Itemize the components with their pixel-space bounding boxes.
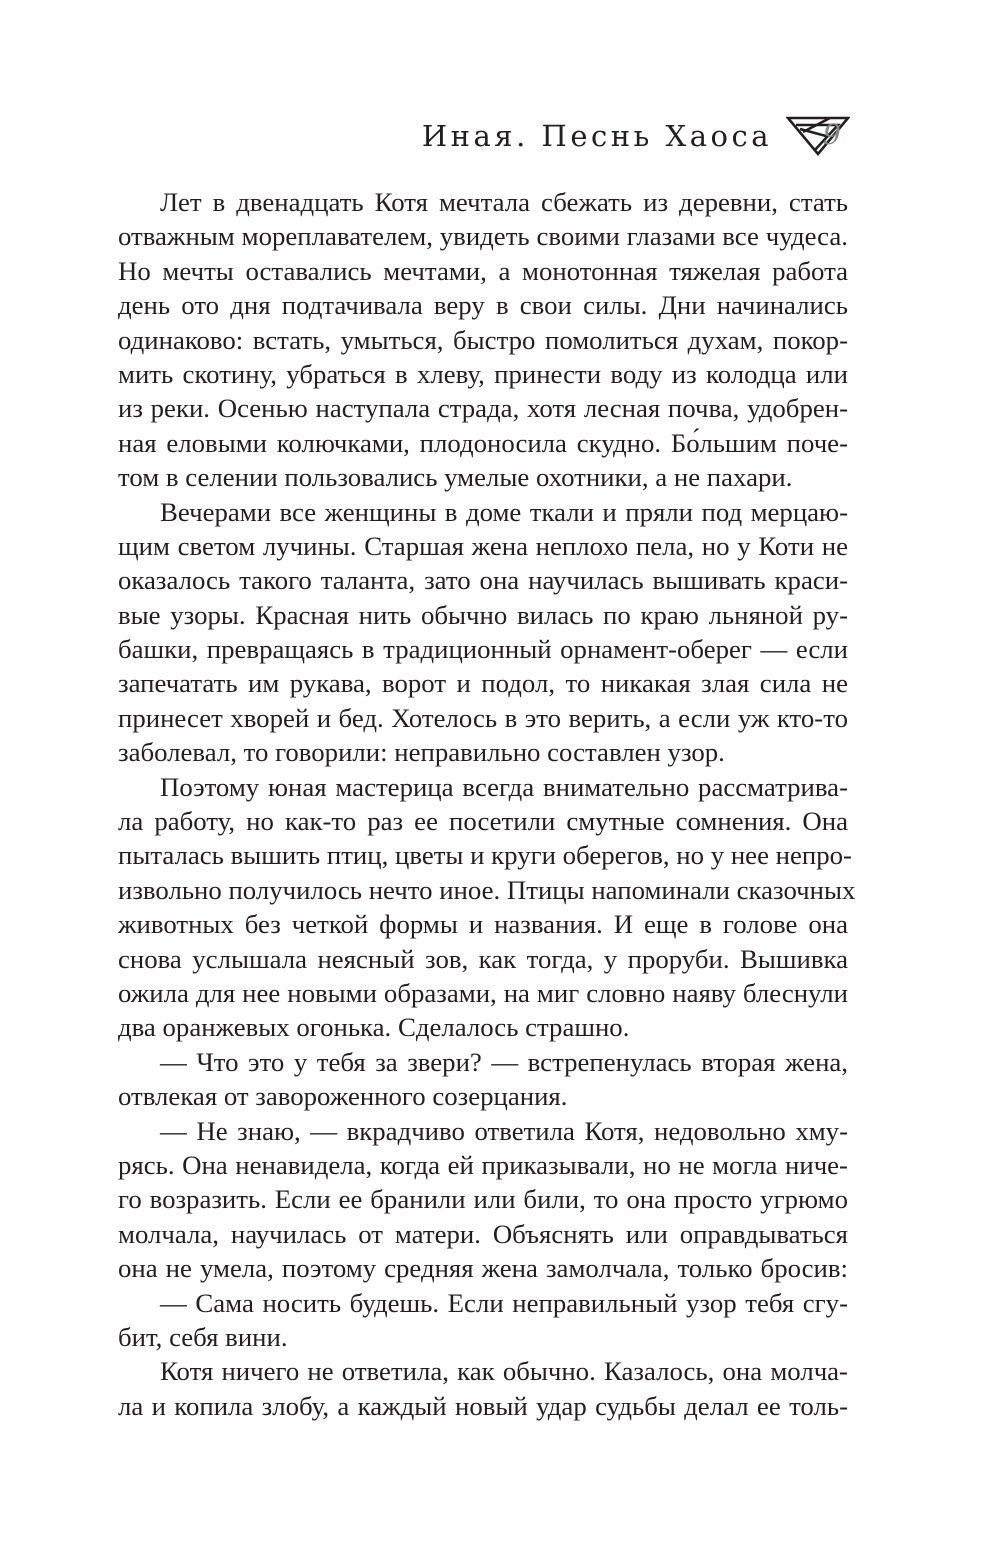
text-line: Поэтому юная мастерица всегда внимательно рассматрива- bbox=[160, 771, 848, 802]
text-line: отважным мореплавателем, увидеть своими глазами все чудеса. bbox=[118, 221, 848, 252]
text-line: одинаково: встать, умыться, быстро помолиться духам, покор- bbox=[118, 324, 848, 355]
text-line: запечатать им рукава, ворот и подол, то никакая злая сила не bbox=[118, 668, 848, 699]
text-line: башки, превращаясь в традиционный орнамент-оберег — если bbox=[118, 634, 848, 665]
text-line: Котя ничего не ответила, как обычно. Казалось, она молча- bbox=[160, 1356, 848, 1387]
text-line: молчала, научилась от матери. Объяснять или оправдываться bbox=[118, 1218, 848, 1249]
text-line: мить скотину, убраться в хлеву, принести воду из колодца или bbox=[118, 358, 848, 389]
text-line: вые узоры. Красная нить обычно вилась по краю льняной ру- bbox=[118, 599, 848, 630]
text-line: день ото дня подтачивала веру в свои силы. Дни начинались bbox=[118, 290, 848, 321]
text-line: ла и копила злобу, а каждый новый удар судьбы делал ее толь- bbox=[118, 1390, 848, 1421]
text-line: ла работу, но как-то раз ее посетили смутные сомнения. Она bbox=[118, 806, 848, 837]
text-line: заболевал, то говорили: неправильно составлен узор. bbox=[118, 737, 725, 768]
text-line: рясь. Она ненавидела, когда ей приказывали, но не могла ниче- bbox=[118, 1149, 848, 1180]
text-line: ожила для нее новыми образами, на миг словно наяву блеснули bbox=[118, 977, 848, 1008]
running-head bbox=[422, 112, 850, 160]
text-line: — Сама носить будешь. Если неправильный узор тебя сгу- bbox=[160, 1287, 848, 1318]
running-title: Иная. Песнь Хаоса bbox=[421, 119, 772, 153]
text-line: два оранжевых огонька. Сделалось страшно. bbox=[118, 1012, 630, 1043]
text-line: Но мечты оставались мечтами, а монотонная тяжелая работа bbox=[118, 255, 848, 286]
text-line: отвлекая от завороженного созерцания. bbox=[118, 1081, 568, 1112]
text-line: оказалось такого таланта, зато она научилась вышивать краси- bbox=[118, 565, 848, 596]
text-line: бит, себя вини. bbox=[118, 1321, 288, 1352]
text-line: животных без четкой формы и названия. И еще в голове она bbox=[118, 909, 848, 940]
text-line: из реки. Осенью наступала страда, хотя лесная почва, удобрен- bbox=[118, 393, 848, 424]
text-line: ная еловыми колючками, плодоносила скудно. Бо́льшим поче- bbox=[118, 427, 848, 458]
text-line: извольно получилось нечто иное. Птицы напоминали сказочных bbox=[118, 874, 856, 905]
text-line: Вечерами все женщины в доме ткали и пряли под мерцаю- bbox=[160, 496, 848, 527]
text-line: снова услышала неясный зов, как тогда, у проруби. Вышивка bbox=[118, 943, 848, 974]
text-line: щим светом лучины. Старшая жена неплохо пела, но у Коти не bbox=[118, 530, 848, 561]
text-line: Лет в двенадцать Котя мечтала сбежать из деревни, стать bbox=[160, 187, 848, 217]
text-line: принесет хворей и бед. Хотелось в это верить, а если уж кто-то bbox=[118, 702, 848, 733]
text-line: пыталась вышить птиц, цветы и круги оберегов, но у нее непро- bbox=[118, 840, 852, 871]
text-line: — Что это у тебя за звери? — встрепенулась вторая жена, bbox=[160, 1046, 848, 1077]
text-line: она не умела, поэтому средняя жена замолчала, только бросив: bbox=[118, 1253, 848, 1284]
body-text bbox=[118, 185, 856, 1423]
page-number: 9 bbox=[823, 118, 841, 151]
text-line: — Не знаю, — вкрадчиво ответила Котя, недовольно хму- bbox=[160, 1115, 848, 1146]
text-line: том в селении пользовались умелые охотники, а не пахари. bbox=[118, 462, 793, 493]
text-line: го возразить. Если ее бранили или били, то она просто угрюмо bbox=[118, 1184, 848, 1215]
